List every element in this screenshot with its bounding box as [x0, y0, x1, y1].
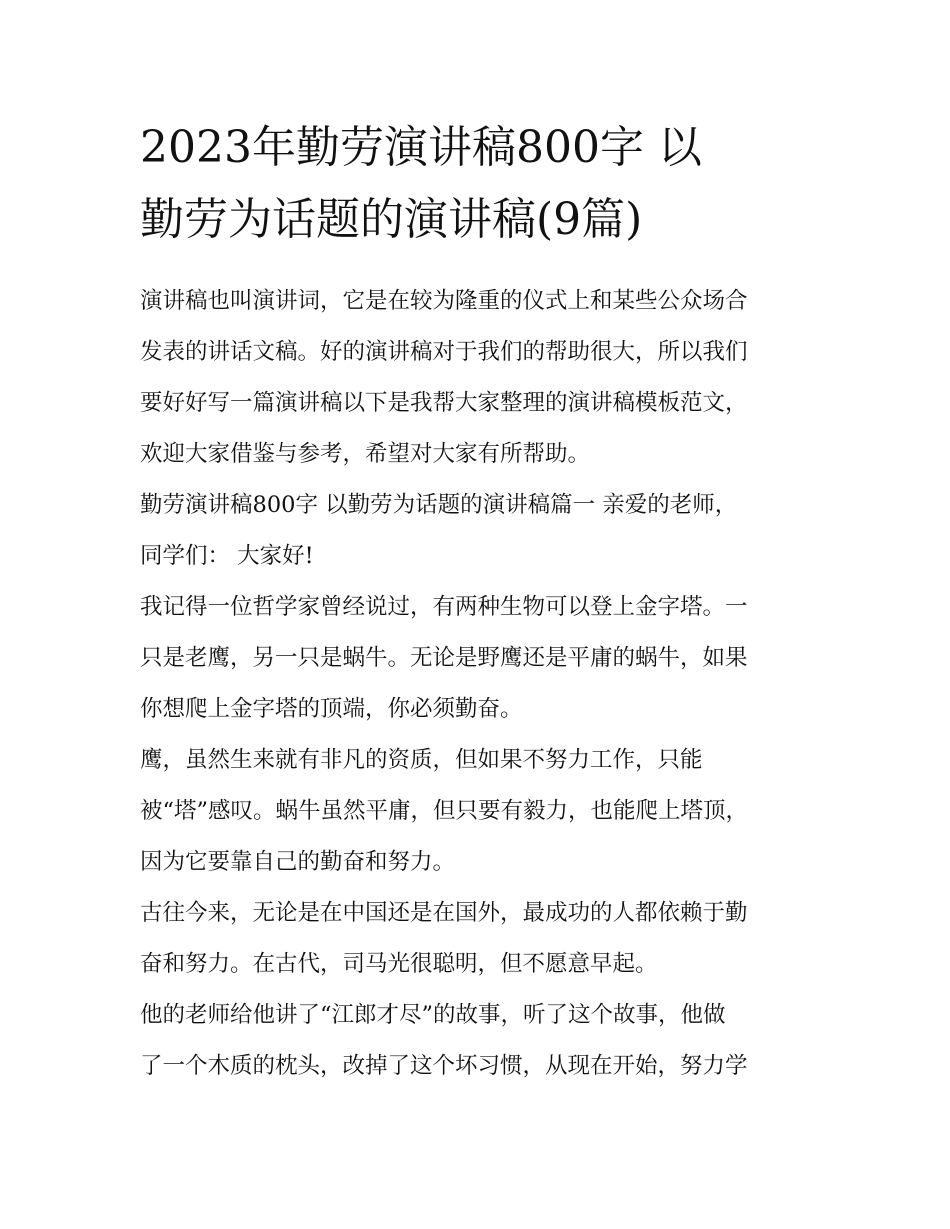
body-line: 我记得一位哲学家曾经说过，有两种生物可以登上金字塔。一 [140, 594, 748, 620]
body-line: 欢迎大家借鉴与参考，希望对大家有所帮助。 [140, 441, 591, 467]
body-line: 演讲稿也叫演讲词，它是在较为隆重的仪式上和某些公众场合 [140, 288, 748, 314]
body-line: 他的老师给他讲了“江郎才尽”的故事，听了这个故事，他做 [140, 1002, 726, 1028]
body-line: 因为它要靠自己的勤奋和努力。 [140, 849, 456, 875]
document-title [140, 112, 820, 256]
body-line: 你想爬上金字塔的顶端，你必须勤奋。 [140, 696, 523, 722]
body-line: 鹰，虽然生来就有非凡的资质，但如果不努力工作，只能 [140, 747, 703, 773]
body-line: 了一个木质的枕头，改掉了这个坏习惯，从现在开始，努力学 [140, 1053, 748, 1079]
body-line: 勤劳演讲稿800字 以勤劳为话题的演讲稿篇一 亲爱的老师， [140, 492, 738, 518]
body-line: 奋和努力。在古代，司马光很聪明，但不愿意早起。 [140, 951, 658, 977]
body-line: 同学们： 大家好! [140, 543, 314, 569]
body-line: 要好好写一篇演讲稿以下是我帮大家整理的演讲稿模板范文， [140, 390, 748, 416]
title-line-1: 2023年勤劳演讲稿800字 以 [140, 122, 702, 173]
document-body [140, 276, 820, 1092]
body-line: 发表的讲话文稿。好的演讲稿对于我们的帮助很大，所以我们 [140, 339, 748, 365]
body-line: 被“塔”感叹。蜗牛虽然平庸，但只要有毅力，也能爬上塔顶， [140, 798, 749, 824]
body-line: 古往今来，无论是在中国还是在国外，最成功的人都依赖于勤 [140, 900, 748, 926]
body-line: 只是老鹰，另一只是蜗牛。无论是野鹰还是平庸的蜗牛，如果 [140, 645, 748, 671]
title-line-2: 勤劳为话题的演讲稿(9篇) [140, 194, 643, 245]
